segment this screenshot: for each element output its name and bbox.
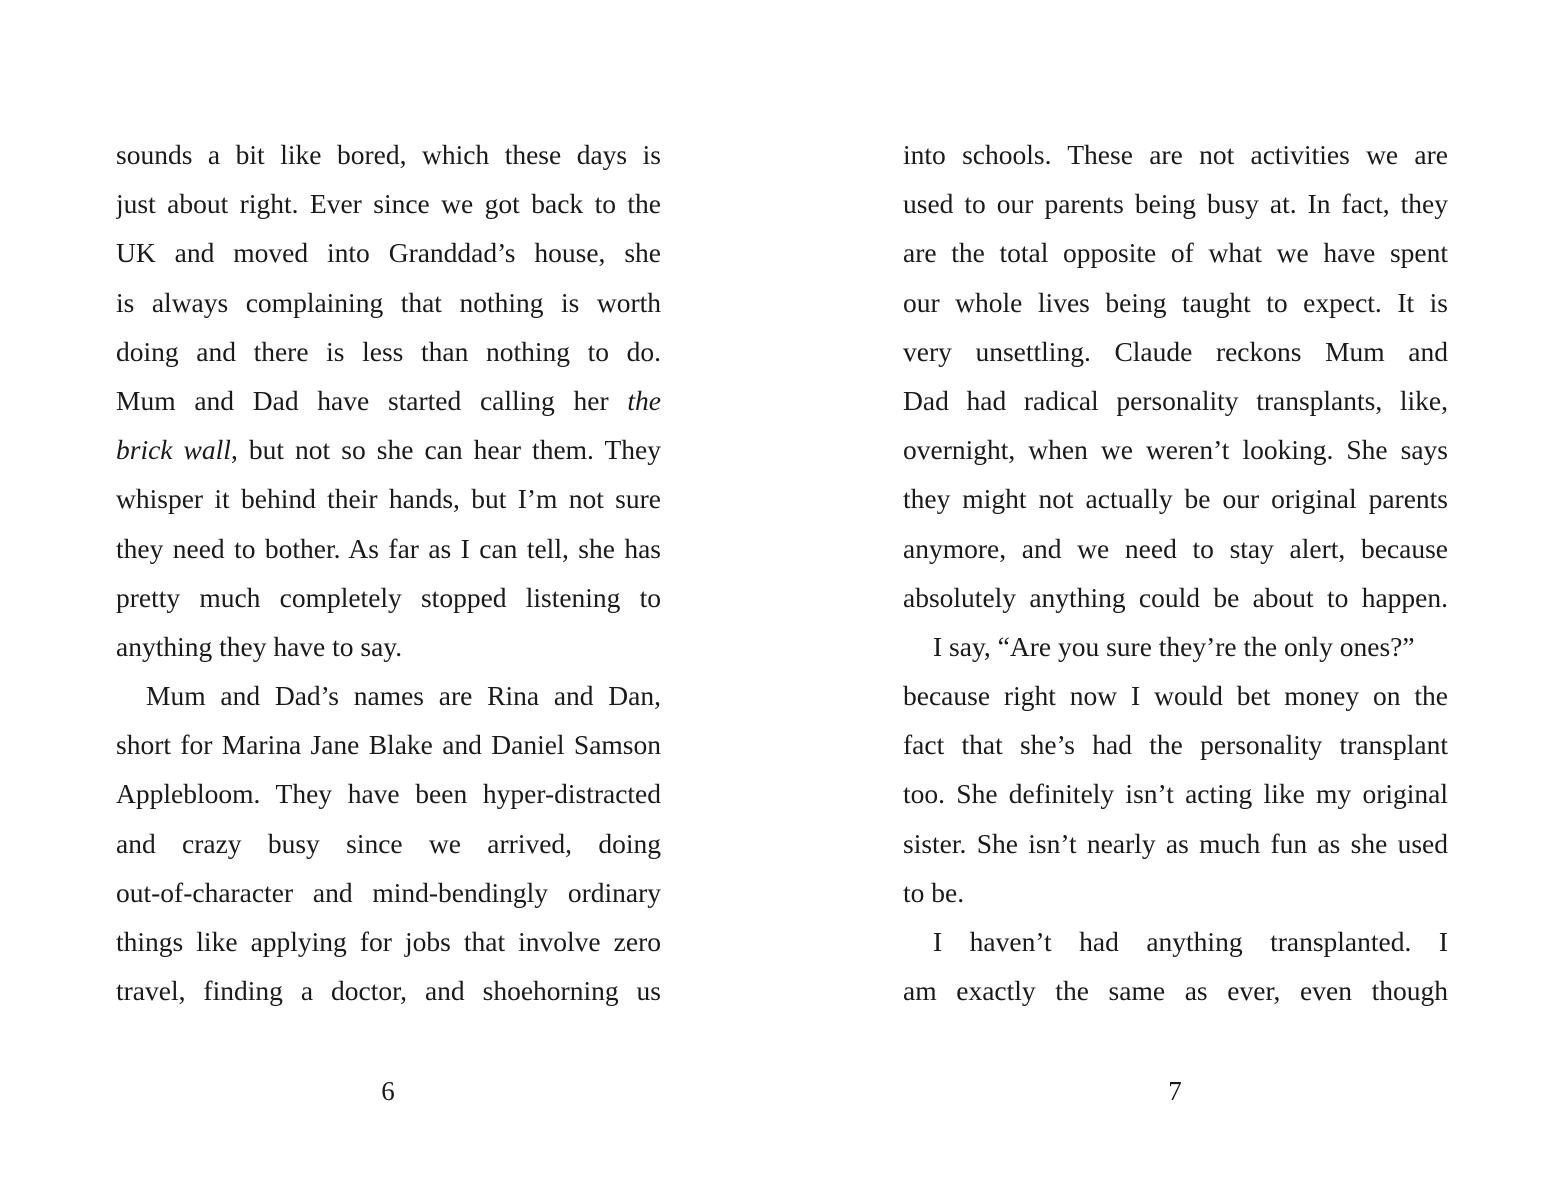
text-line: pretty much completely stopped listening to (116, 581, 661, 613)
italic-text: brick wall (116, 434, 231, 466)
text-line: sounds a bit like bored, which these days is (116, 139, 661, 170)
text-line: sister. She isn’t nearly as much fun as she used (903, 827, 1448, 859)
text-line: and crazy busy since we arrived, doing (116, 827, 661, 859)
text-span: , but not so she can hear them. They (230, 434, 661, 466)
text-line: short for Marina Jane Blake and Daniel Samson (116, 729, 661, 761)
text-line: our whole lives being taught to expect. It is (903, 286, 1448, 318)
text-line: Dad had radical personality transplants, like, (903, 384, 1448, 416)
left-page (0, 0, 781, 1200)
left-page-text (116, 130, 661, 1015)
text-line: into schools. These are not activities we are (903, 139, 1448, 170)
text-span: Mum and Dad have started calling her (116, 384, 609, 416)
paragraph-first-line: I say, “Are you sure they’re the only ones?” (933, 630, 1415, 662)
paragraph-first-line: Mum and Dad’s names are Rina and Dan, (146, 680, 661, 712)
text-line: out-of-character and mind-bendingly ordinary (116, 876, 661, 908)
text-line: they might not actually be our original parents (903, 483, 1448, 515)
text-line: is always complaining that nothing is worth (116, 286, 661, 318)
text-line: absolutely anything could be about to happen. (903, 581, 1448, 613)
paragraph-first-line: I haven’t had anything transplanted. I (933, 926, 1448, 957)
text-line: used to our parents being busy at. In fact, they (903, 188, 1448, 220)
text-line: to be. (903, 876, 965, 908)
text-line: are the total opposite of what we have spent (903, 237, 1448, 269)
text-line: they need to bother. As far as I can tell, she has (116, 532, 661, 564)
right-page (781, 0, 1563, 1200)
text-line (116, 376, 661, 425)
text-line: Applebloom. They have been hyper-distracted (116, 778, 661, 810)
page-number: 7 (1168, 1076, 1182, 1106)
text-line: whisper it behind their hands, but I’m not sure (116, 483, 661, 515)
text-line: anything they have to say. (116, 630, 403, 662)
text-line: travel, finding a doctor, and shoehorning us (116, 975, 661, 1007)
text-line: am exactly the same as ever, even though (903, 975, 1448, 1007)
italic-text: the (627, 384, 661, 416)
text-line (116, 425, 661, 474)
page-number: 6 (381, 1076, 395, 1106)
text-line: overnight, when we weren’t looking. She says (903, 434, 1448, 466)
text-line: very unsettling. Claude reckons Mum and (903, 335, 1448, 367)
text-line: just about right. Ever since we got back to the (116, 188, 661, 220)
text-line: anymore, and we need to stay alert, because (903, 532, 1448, 564)
text-line: because right now I would bet money on the (903, 680, 1448, 712)
text-line: fact that she’s had the personality transplant (903, 729, 1448, 761)
text-line: too. She definitely isn’t acting like my original (903, 778, 1448, 810)
right-page-text (903, 130, 1448, 1015)
text-line: things like applying for jobs that involve zero (116, 926, 661, 957)
text-line: doing and there is less than nothing to do. (116, 335, 661, 367)
text-line: UK and moved into Granddad’s house, she (116, 237, 661, 269)
